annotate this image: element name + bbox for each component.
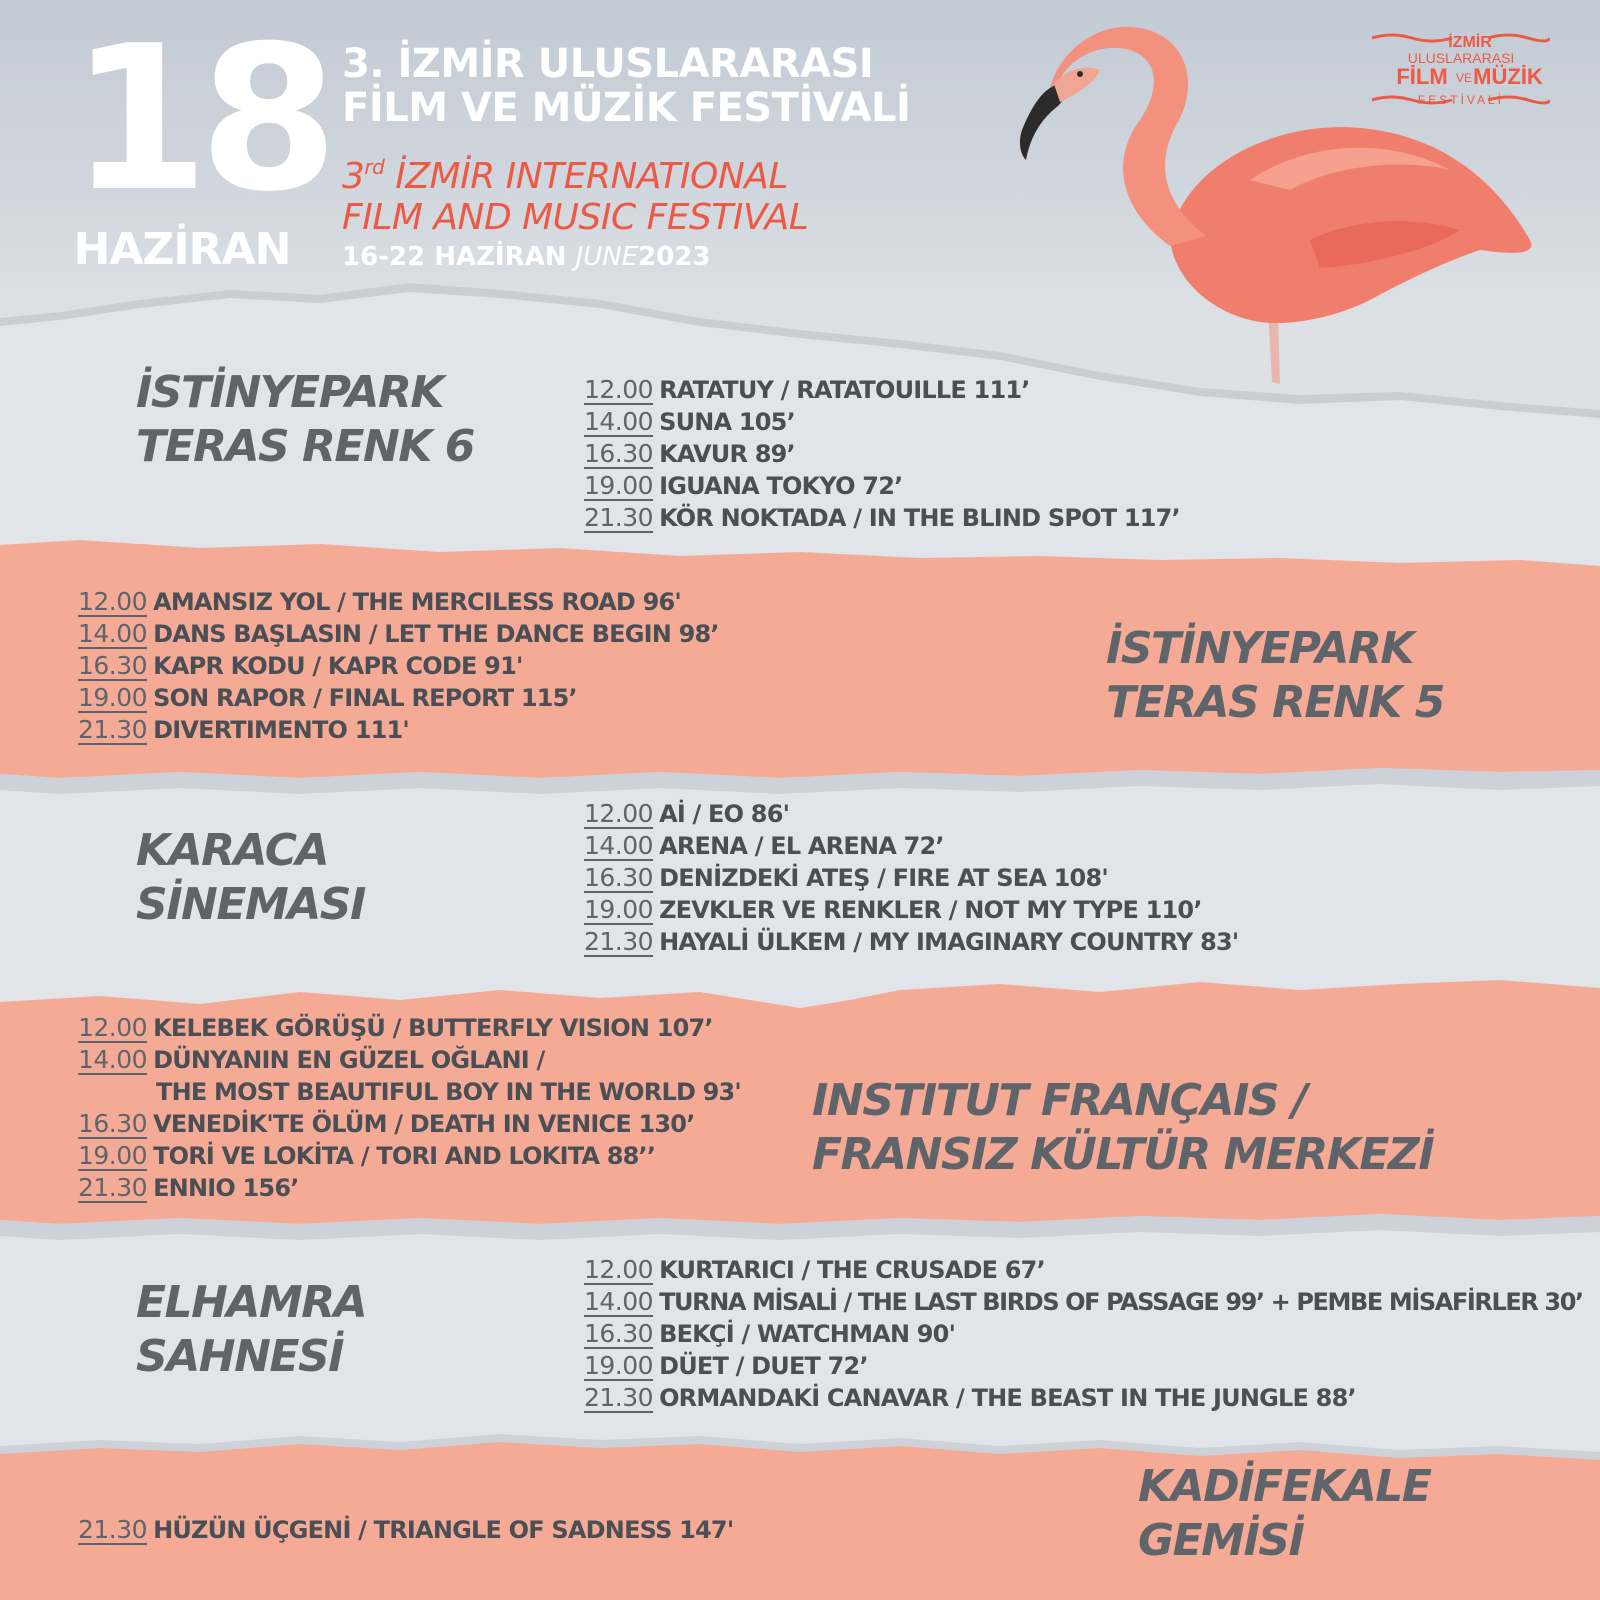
screening-row — [584, 502, 1180, 534]
screening-film: KELEBEK GÖRÜŞÜ / BUTTERFLY VISION 107’ — [153, 1014, 713, 1042]
month-label: HAZİRAN — [73, 224, 291, 275]
venue-name — [136, 1276, 366, 1384]
screening-time: 16.30 — [584, 1319, 654, 1348]
screening-time: 14.00 — [78, 1045, 148, 1074]
screening-row — [584, 894, 1238, 926]
screening-time: 12.00 — [78, 587, 148, 616]
screening-row — [78, 682, 719, 714]
screening-time: 21.30 — [584, 927, 654, 956]
screening-row — [584, 374, 1180, 406]
screening-time: 16.30 — [584, 439, 654, 468]
screening-time: 12.00 — [584, 375, 654, 404]
venue-name-line2: TERAS RENK 6 — [136, 421, 474, 472]
screening-film: DÜET / DUET 72’ — [659, 1352, 868, 1380]
screening-row — [584, 830, 1238, 862]
title-tr-line2: FİLM VE MÜZİK FESTİVALİ — [342, 85, 911, 131]
logo-line4: FESTİVALİ — [1417, 93, 1505, 107]
screening-film: TURNA MİSALİ / THE LAST BIRDS OF PASSAGE 99’ + PEMBE MİSAFİRLER 30’ — [659, 1288, 1583, 1316]
screening-film: DANS BAŞLASIN / LET THE DANCE BEGIN 98’ — [153, 620, 719, 648]
title-en-line1 — [342, 156, 808, 197]
screening-time: 21.30 — [584, 503, 654, 532]
screening-time: 21.30 — [78, 1173, 148, 1202]
festival-title-tr — [342, 42, 910, 130]
screening-film: KURTARICI / THE CRUSADE 67’ — [659, 1256, 1045, 1284]
screening-row — [78, 586, 719, 618]
screening-time: 19.00 — [584, 895, 654, 924]
screening-film: ZEVKLER VE RENKLER / NOT MY TYPE 110’ — [659, 896, 1202, 924]
screening-time: 14.00 — [584, 1287, 654, 1316]
venue-schedule — [584, 1254, 1583, 1414]
screening-time: 21.30 — [78, 715, 148, 744]
screening-film: KÖR NOKTADA / IN THE BLIND SPOT 117’ — [659, 504, 1180, 532]
screening-film: RATATUY / RATATOUILLE 111’ — [659, 376, 1030, 404]
screening-row — [78, 618, 719, 650]
screening-row — [584, 798, 1238, 830]
dates-range: 16-22 HAZİRAN — [342, 242, 567, 272]
screening-film: DENİZDEKİ ATEŞ / FIRE AT SEA 108' — [659, 864, 1108, 892]
screening-time: 19.00 — [584, 1351, 654, 1380]
screening-time: 16.30 — [78, 651, 148, 680]
venue-schedule — [584, 798, 1238, 958]
dates-year: 2023 — [638, 242, 711, 272]
screening-film: ENNIO 156’ — [153, 1174, 299, 1202]
screening-row — [584, 1286, 1583, 1318]
screening-time: 14.00 — [584, 831, 654, 860]
screening-film: AMANSIZ YOL / THE MERCILESS ROAD 96' — [153, 588, 681, 616]
screening-row — [78, 1044, 741, 1076]
venue-name — [136, 824, 365, 932]
screening-film: TORİ VE LOKİTA / TORI AND LOKITA 88’’ — [153, 1142, 656, 1170]
screening-film: ARENA / EL ARENA 72’ — [659, 832, 944, 860]
title-en-sup: rd — [364, 155, 385, 179]
venue-name-line2: TERAS RENK 5 — [1106, 677, 1444, 728]
venue-name — [1106, 622, 1444, 730]
screening-row — [78, 1172, 741, 1204]
screening-time: 19.00 — [584, 471, 654, 500]
screening-time: 16.30 — [584, 863, 654, 892]
screening-film: HÜZÜN ÜÇGENİ / TRIANGLE OF SADNESS 147' — [153, 1516, 734, 1544]
screening-row — [584, 1382, 1583, 1414]
screening-row — [78, 1108, 741, 1140]
festival-logo — [1372, 30, 1550, 110]
title-en-num: 3 — [342, 156, 365, 197]
venue-name-line1: ELHAMRA — [136, 1277, 367, 1328]
screening-time: 14.00 — [584, 407, 654, 436]
screening-film: HAYALİ ÜLKEM / MY IMAGINARY COUNTRY 83' — [659, 928, 1239, 956]
venue-name-line2: FRANSIZ KÜLTÜR MERKEZİ — [812, 1129, 1434, 1180]
screening-film: SON RAPOR / FINAL REPORT 115’ — [153, 684, 577, 712]
screening-row-continued — [78, 1076, 741, 1108]
screening-row — [584, 470, 1180, 502]
logo-line3b: VE — [1455, 71, 1473, 85]
screening-film: KAPR KODU / KAPR CODE 91' — [153, 652, 523, 680]
festival-title-en — [342, 156, 808, 238]
venue-name-line1: KADİFEKALE — [1138, 1461, 1431, 1512]
screening-time: 12.00 — [584, 799, 654, 828]
screening-row — [584, 862, 1238, 894]
screening-time: 19.00 — [78, 1141, 148, 1170]
screening-film: DÜNYANIN EN GÜZEL OĞLANI / — [153, 1046, 545, 1074]
venue-name-line1: INSTITUT FRANÇAIS / — [812, 1075, 1307, 1126]
screening-film: VENEDİK'TE ÖLÜM / DEATH IN VENICE 130’ — [153, 1110, 695, 1138]
screening-time: 19.00 — [78, 683, 148, 712]
logo-line2: ULUSLARARASI — [1407, 50, 1515, 66]
venue-name-line2: GEMİSİ — [1138, 1515, 1304, 1566]
screening-time: 21.30 — [584, 1383, 654, 1412]
venue-schedule — [78, 1012, 741, 1204]
venue-name — [812, 1074, 1433, 1182]
screening-row — [584, 1318, 1583, 1350]
screening-film: THE MOST BEAUTIFUL BOY IN THE WORLD 93' — [156, 1078, 741, 1106]
screening-time: 16.30 — [78, 1109, 148, 1138]
venue-name-line1: İSTİNYEPARK — [136, 367, 443, 418]
screening-time: 12.00 — [584, 1255, 654, 1284]
screening-row — [78, 1012, 741, 1044]
venue-name-line2: SAHNESİ — [136, 1331, 344, 1382]
screening-film: Aİ / EO 86' — [659, 800, 790, 828]
title-en-line2: FILM AND MUSIC FESTIVAL — [342, 197, 809, 238]
logo-line1: İZMİR — [1448, 34, 1492, 51]
screening-film: ORMANDAKİ CANAVAR / THE BEAST IN THE JUNGLE 88’ — [659, 1384, 1356, 1412]
screening-row — [584, 1254, 1583, 1286]
venue-schedule — [78, 1514, 733, 1546]
venue-name — [1138, 1460, 1430, 1568]
title-en-line1-rest: İZMİR INTERNATIONAL — [384, 156, 788, 197]
day-number: 18 — [70, 3, 329, 236]
dates-june: JUNE — [575, 242, 639, 272]
screening-row — [78, 650, 719, 682]
venue-name-line2: SİNEMASI — [136, 879, 365, 930]
venue-name — [136, 366, 474, 474]
screening-row — [584, 438, 1180, 470]
venue-name-line1: İSTİNYEPARK — [1106, 623, 1413, 674]
logo-line3a: FİLM — [1396, 64, 1448, 89]
screening-film: IGUANA TOKYO 72’ — [659, 472, 903, 500]
screening-row — [584, 406, 1180, 438]
screening-row — [584, 1350, 1583, 1382]
title-tr-line1: 3. İZMİR ULUSLARARASI — [342, 41, 874, 87]
venue-name-line1: KARACA — [136, 825, 329, 876]
screening-time: 21.30 — [78, 1515, 148, 1544]
festival-dates — [342, 242, 711, 272]
screening-film: KAVUR 89’ — [659, 440, 795, 468]
venue-schedule — [78, 586, 719, 746]
screening-row — [78, 1514, 733, 1546]
screening-film: BEKÇİ / WATCHMAN 90' — [659, 1320, 956, 1348]
screening-row — [584, 926, 1238, 958]
screening-row — [78, 1140, 741, 1172]
venue-schedule — [584, 374, 1180, 534]
screening-time: 14.00 — [78, 619, 148, 648]
screening-film: DIVERTIMENTO 111' — [153, 716, 409, 744]
screening-film: SUNA 105’ — [659, 408, 795, 436]
screening-row — [78, 714, 719, 746]
screening-time: 12.00 — [78, 1013, 148, 1042]
logo-line3c: MÜZİK — [1473, 64, 1543, 89]
